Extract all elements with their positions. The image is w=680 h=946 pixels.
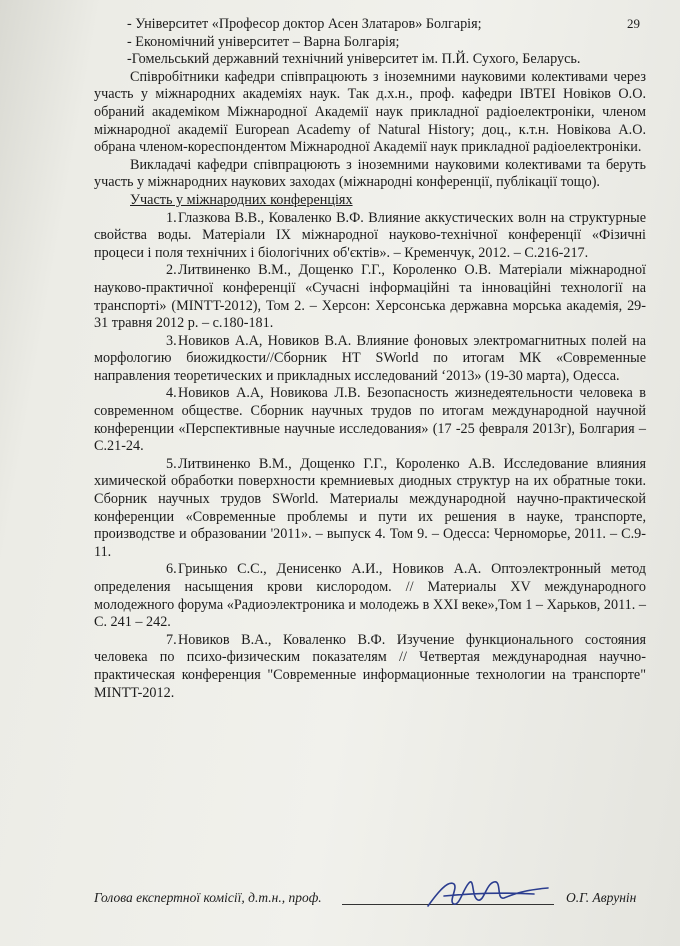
reference-text: Гринько С.С., Денисенко А.И., Новиков А.А. Оптоэлектронный метод определения насыщения крови кислородом. // Материалы XV международного молодежного форума «Радиоэлектроника и молодежь в XXI веке»,Том 1 – Харьков, 2011. – С. 241 – 242.	[94, 561, 646, 631]
page-number: 29	[627, 16, 640, 31]
partner-item: -Гомельський державний технічний університет ім. П.Й. Сухого, Беларусь.	[127, 51, 581, 68]
reference-text: Новиков А.А, Новикова Л.В. Безопасность жизнедеятельности человека в современном обществе. Сборник научных трудов по итогам международной научной конференции «Перспективные научные исследования» (17 -25 февраля 2013г), Болгария – С.21-24.	[94, 385, 646, 455]
paragraph-academies: Співробітники кафедри співпрацюють з іноземними науковими колективами через участь у міжнародних академіях наук. Так д.х.н., проф. кафедри ІВТЕІ Новіков О.О. обраний академіком Міжнародної Академії наук прикладної радіоелектроніки, членом міжнародної академії European Academy of Natural History; доц., к.т.н. Новікова А.О. обрана членом-кореспондентом Міжнародної Академії наук прикладної радіоелектроніки.	[94, 68, 646, 156]
reference-number: 7.	[166, 631, 177, 648]
section-heading: Участь у міжнародних конференціях	[130, 191, 353, 208]
reference-text: Новиков В.А., Коваленко В.Ф. Изучение функционального состояния человека по психо-физическим показателям // Четвертая международная научно-практическая конференция "Современные информационные технологии на транспорте" MINTT-2012.	[94, 631, 646, 701]
reference-list	[94, 210, 646, 703]
reference-item	[94, 632, 646, 702]
reference-number: 6.	[166, 561, 177, 578]
reference-number: 4.	[166, 385, 177, 402]
signatory-title: Голова експертної комісії, д.т.н., проф.	[94, 890, 322, 905]
partner-item: - Економічний університет – Варна Болгарія;	[127, 33, 400, 50]
signature-block	[94, 878, 654, 918]
reference-number: 2.	[166, 262, 177, 279]
paragraph-collaboration: Викладачі кафедри співпрацюють з іноземними науковими колективами та беруть участь у міжнародних наукових заходах (міжнародні конференції, публікації тощо).	[94, 156, 646, 191]
reference-text: Литвиненко В.М., Дощенко Г.Г., Короленко А.В. Исследование влияния химической обработки поверхности кремниевых диодных структур на их обратные токи. Сборник научных трудов SWorld. Материалы международной научно-практической конференции «Современные проблемы и пути их решения в науке, транспорте, производстве и образовании '2011». – выпуск 4. Том 9. – Одесса: Черноморье, 2011. – С.9-11.	[94, 455, 646, 560]
reference-item	[94, 561, 646, 631]
reference-number: 5.	[166, 455, 177, 472]
signer-name: О.Г. Аврунін	[566, 890, 637, 905]
handwritten-signature-icon	[424, 872, 554, 914]
reference-item	[94, 456, 646, 562]
reference-text: Новиков А.А, Новиков В.А. Влияние фоновых электромагнитных полей на морфологию биожидкости//Сборник НТ SWorld по итогам МК «Современные направления теоретических и прикладных исследований ‘2013» (19-30 марта), Одесса.	[94, 332, 646, 384]
reference-item	[94, 385, 646, 455]
reference-number: 1.	[166, 209, 177, 226]
page-content	[94, 16, 646, 702]
reference-item	[94, 333, 646, 386]
reference-number: 3.	[166, 332, 177, 349]
partner-item: - Університет «Професор доктор Асен Златаров» Болгарія;	[127, 16, 482, 32]
reference-item	[94, 210, 646, 263]
reference-text: Литвиненко В.М., Дощенко Г.Г., Короленко О.В. Матеріали міжнародної науково-практичної конференції «Сучасні інформаційні та інноваційні технології на транспорті» (MINTT-2012), Том 2. – Херсон: Херсонська державна морська академія, 29-31 травня 2012 р. – с.180-181.	[94, 262, 646, 332]
reference-item	[94, 262, 646, 332]
reference-text: Глазкова В.В., Коваленко В.Ф. Влияние аккустических волн на структурные свойства воды. Матеріали IX міжнародної науково-технічної конференції «Фізичні процеси і поля технічних і біологічних об'єктів». – Кременчук, 2012. – С.216-217.	[94, 209, 646, 261]
